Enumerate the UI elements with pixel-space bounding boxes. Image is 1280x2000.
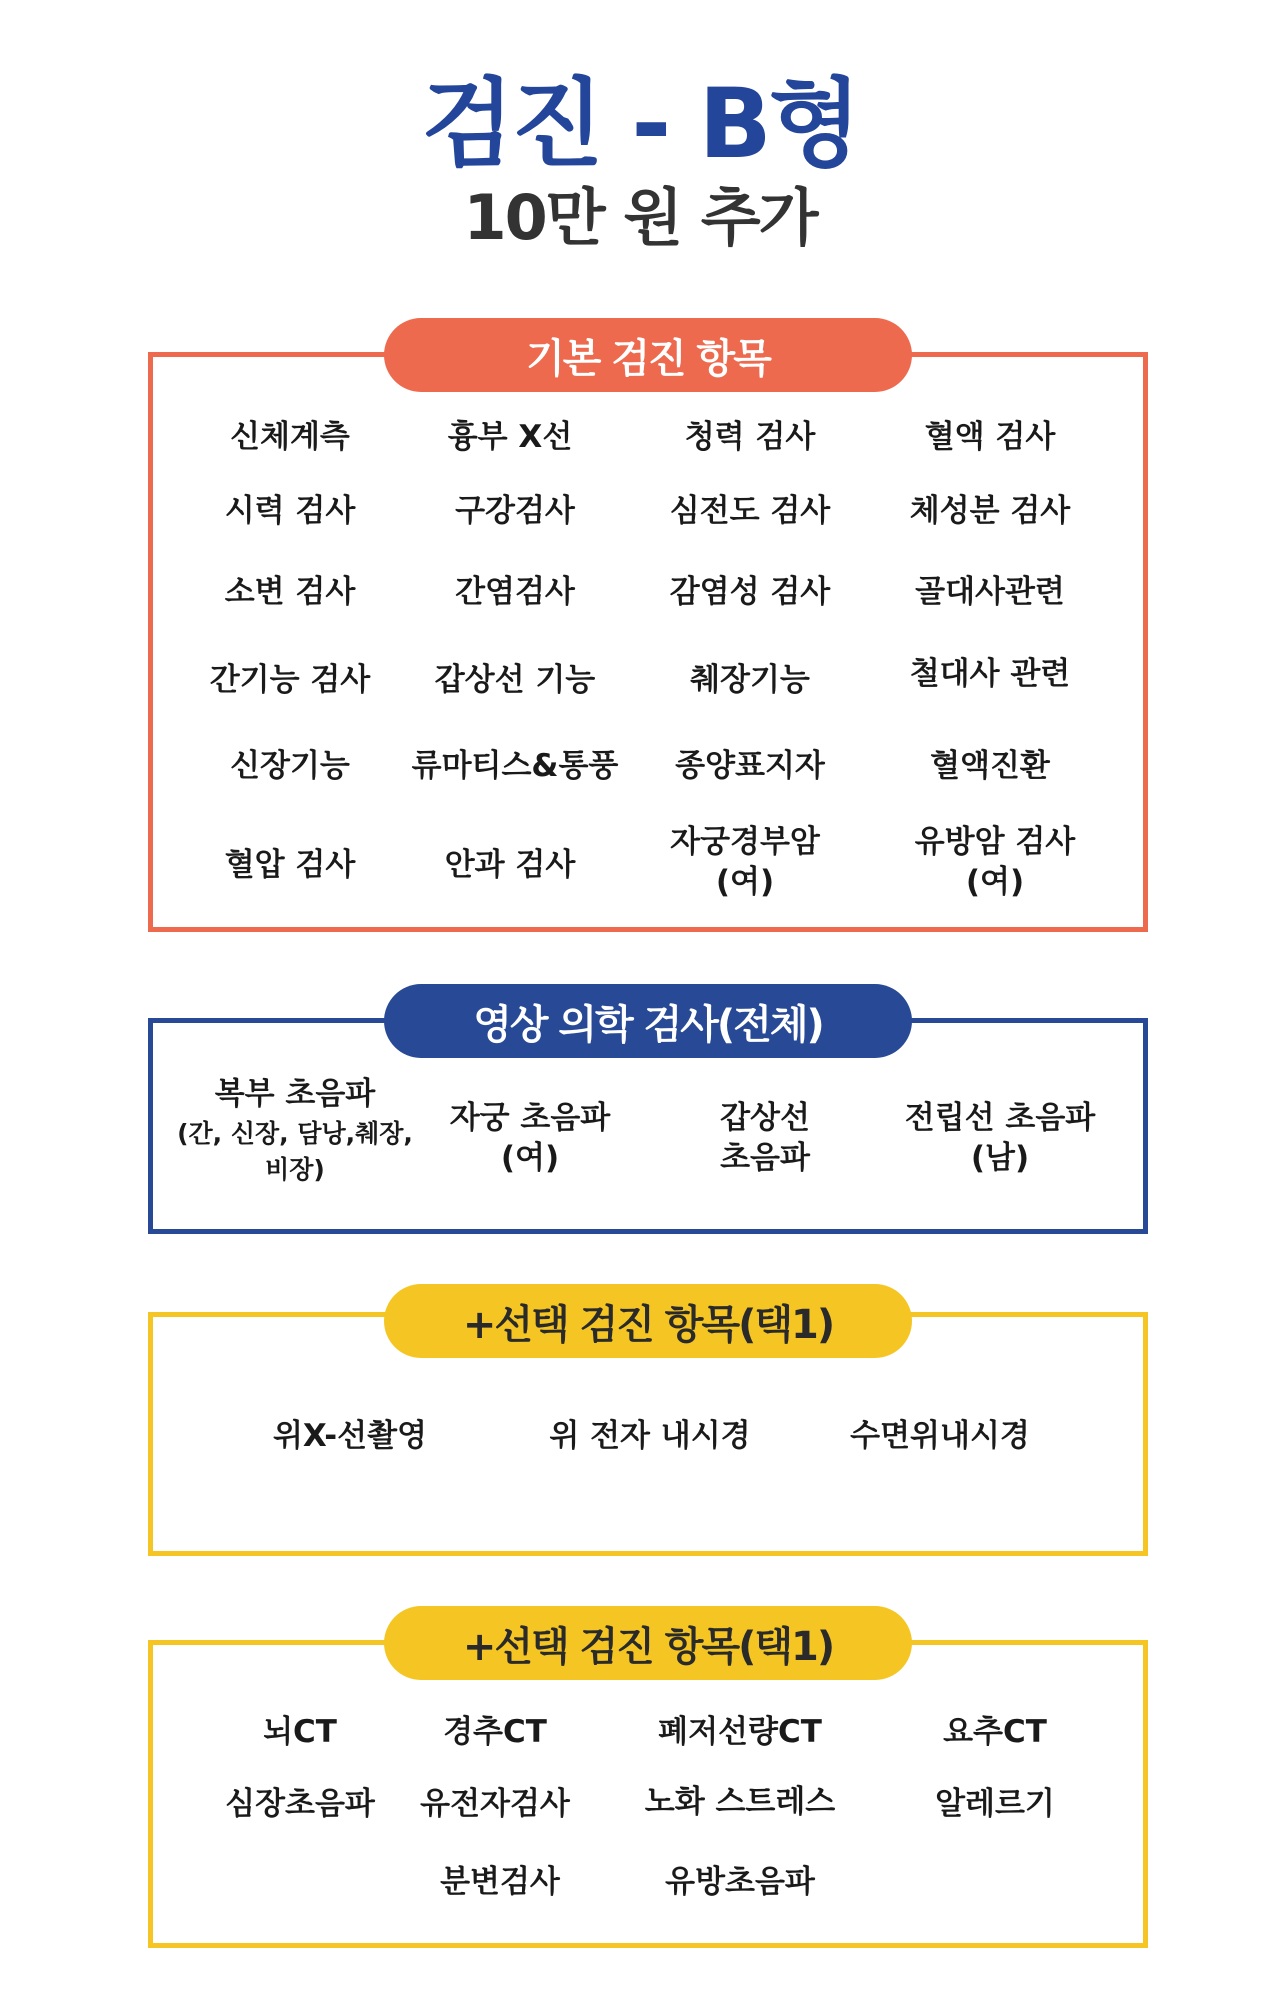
item-iron-metabolism: 철대사 관련	[909, 656, 1071, 692]
item-kidney-function: 신장기능	[230, 748, 350, 784]
imaging-uterine-note: (여)	[500, 1140, 560, 1177]
item-cervical-cancer	[640, 822, 850, 903]
option-cervical-spine-ct: 경추CT	[443, 1714, 547, 1750]
imaging-prostate-note: (남)	[970, 1140, 1030, 1177]
imaging-abdominal-detail-1: (간, 신장, 담낭,췌장,	[177, 1119, 413, 1149]
optional2-section-label: +선택 검진 항목(택1)	[384, 1606, 912, 1680]
item-vision: 시력 검사	[224, 493, 356, 529]
item-bone-metabolism: 골대사관련	[915, 574, 1065, 610]
option-breast-ultrasound: 유방초음파	[665, 1864, 815, 1900]
item-breast-cancer-note: (여)	[965, 864, 1025, 901]
item-liver-function: 간기능 검사	[209, 662, 371, 698]
option-sedation-gastroscopy: 수면위내시경	[850, 1418, 1030, 1454]
option-lumbar-spine-ct: 요추CT	[943, 1714, 1047, 1750]
item-chest-xray: 흉부 X선	[447, 419, 573, 455]
item-body-composition: 체성분 검사	[909, 493, 1071, 529]
item-tumor-marker: 종양표지자	[675, 748, 825, 784]
option-stool-test: 분변검사	[440, 1864, 560, 1900]
option-low-dose-lung-ct: 폐저선량CT	[658, 1714, 822, 1750]
item-hepatitis: 간염검사	[455, 574, 575, 610]
item-breast-cancer	[880, 822, 1110, 903]
price-subtitle: 10만 원 추가	[463, 181, 817, 254]
item-blood-circulation: 혈액진환	[930, 748, 1050, 784]
option-genetic-test: 유전자검사	[420, 1786, 570, 1822]
imaging-section-label: 영상 의학 검사(전체)	[384, 984, 912, 1058]
optional1-section-label: +선택 검진 항목(택1)	[384, 1284, 912, 1358]
option-gastroscopy: 위 전자 내시경	[549, 1418, 751, 1454]
option-aging-stress: 노화 스트레스	[644, 1784, 836, 1820]
imaging-abdominal	[170, 1074, 420, 1187]
option-allergy: 알레르기	[935, 1786, 1055, 1822]
item-breast-cancer-label: 유방암 검사	[914, 824, 1076, 860]
item-blood: 혈액 검사	[924, 419, 1056, 455]
imaging-thyroid-label-2: 초음파	[720, 1140, 810, 1177]
imaging-prostate	[880, 1098, 1120, 1179]
item-body-measure: 신체계측	[230, 419, 350, 455]
item-ecg: 심전도 검사	[669, 493, 831, 529]
option-echocardiography: 심장초음파	[225, 1786, 375, 1822]
item-urine: 소변 검사	[224, 574, 356, 610]
item-cervical-cancer-note: (여)	[715, 864, 775, 901]
item-rheumatism-gout: 류마티스&통풍	[411, 748, 619, 784]
item-hearing: 청력 검사	[684, 419, 816, 455]
item-blood-pressure: 혈압 검사	[224, 847, 356, 883]
item-thyroid-function: 갑상선 기능	[434, 662, 596, 698]
imaging-abdominal-detail-2: 비장)	[265, 1155, 325, 1185]
item-cervical-cancer-label: 자궁경부암	[670, 824, 820, 860]
imaging-prostate-label: 전립선 초음파	[904, 1100, 1096, 1136]
item-eye: 안과 검사	[444, 847, 576, 883]
imaging-thyroid-label-1: 갑상선	[720, 1100, 810, 1136]
basic-section-label: 기본 검진 항목	[384, 318, 912, 392]
imaging-uterine	[430, 1098, 630, 1179]
option-brain-ct: 뇌CT	[263, 1714, 337, 1750]
item-infection: 감염성 검사	[669, 574, 831, 610]
imaging-thyroid	[665, 1098, 865, 1179]
imaging-abdominal-label: 복부 초음파	[214, 1076, 376, 1112]
item-pancreas-function: 췌장기능	[690, 662, 810, 698]
option-upper-gi-xray: 위X-선촬영	[272, 1418, 428, 1454]
page-title: 검진 - B형	[421, 68, 859, 180]
item-oral: 구강검사	[455, 493, 575, 529]
imaging-uterine-label: 자궁 초음파	[449, 1100, 611, 1136]
